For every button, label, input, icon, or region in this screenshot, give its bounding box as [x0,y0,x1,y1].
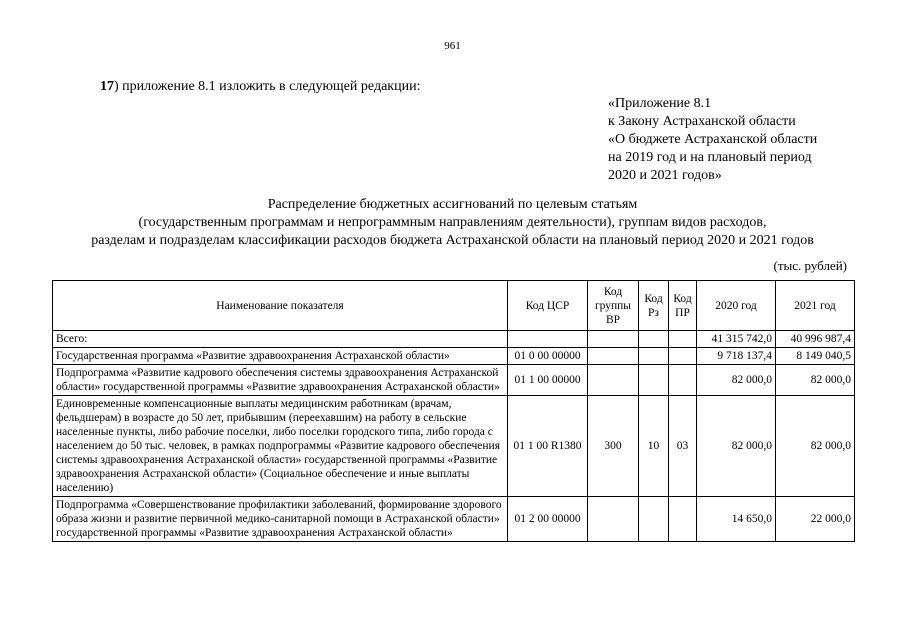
cell-y2021: 40 996 987,4 [776,331,855,348]
table-row [53,348,855,365]
header-vr: Код группы ВР [588,281,639,331]
table-header-row [53,281,855,331]
cell-vr: 300 [588,396,639,497]
cell-rz [639,348,669,365]
header-rz: Код Рз [639,281,669,331]
cell-y2020: 82 000,0 [697,396,776,497]
intro-item-number: 17 [100,79,114,94]
cell-vr [588,348,639,365]
cell-rz [639,331,669,348]
units-label: (тыс. рублей) [773,258,847,273]
cell-name: Всего: [53,331,508,348]
cell-rz [639,365,669,396]
table-row [53,365,855,396]
annex-line: к Закону Астраханской области [608,114,796,129]
table-row [53,331,855,348]
document-heading [0,196,905,250]
cell-y2021: 82 000,0 [776,365,855,396]
cell-name: Единовременные компенсационные выплаты медицинским работникам (врачам, фельдшерам) в возрасте до 50 лет, прибывшим (переехавшим) на работу в сельские населенные пункты, либо рабочие поселки, либо поселки городского типа, либо города с населением до 50 тыс. человек, в рамках подпрограммы «Развитие кадрового обеспечения системы здравоохранения Астраханской области» государственной программы «Развитие здравоохранения Астраханской области» (Социальное обеспечение и иные выплаты населению) [53,396,508,497]
cell-csr [508,331,588,348]
cell-y2020: 41 315 742,0 [697,331,776,348]
header-2020: 2020 год [697,281,776,331]
heading-line: (государственным программам и непрограммным направлениям деятельности), группам видов расходов, [138,215,767,230]
header-csr: Код ЦСР [508,281,588,331]
cell-pr: 03 [669,396,697,497]
budget-table [52,280,855,542]
cell-pr [669,348,697,365]
heading-line: разделам и подразделам классификации расходов бюджета Астраханской области на плановый период 2020 и 2021 годов [91,233,814,248]
intro-line [100,79,420,95]
cell-vr [588,331,639,348]
header-2021: 2021 год [776,281,855,331]
cell-csr: 01 0 00 00000 [508,348,588,365]
cell-y2021: 8 149 040,5 [776,348,855,365]
table-row [53,396,855,497]
cell-y2020: 82 000,0 [697,365,776,396]
cell-name: Государственная программа «Развитие здравоохранения Астраханской области» [53,348,508,365]
cell-csr: 01 2 00 00000 [508,497,588,542]
heading-line: Распределение бюджетных ассигнований по целевым статьям [267,197,638,212]
header-name: Наименование показателя [53,281,508,331]
cell-name: Подпрограмма «Совершенствование профилактики заболеваний, формирование здорового образа жизни и развитие первичной медико-санитарной помощи в Астраханской области» государственной программы «Развитие здравоохранения Астраханской области» [53,497,508,542]
cell-pr [669,331,697,348]
annex-line: 2020 и 2021 годов» [608,168,722,183]
cell-pr [669,365,697,396]
table-row [53,497,855,542]
page-number: 961 [444,40,461,52]
header-pr: Код ПР [669,281,697,331]
cell-name: Подпрограмма «Развитие кадрового обеспечения системы здравоохранения Астраханской области» государственной программы «Развитие здравоохранения Астраханской области» [53,365,508,396]
annex-line: «Приложение 8.1 [608,96,712,111]
cell-csr: 01 1 00 00000 [508,365,588,396]
cell-rz: 10 [639,396,669,497]
cell-vr [588,497,639,542]
annex-line: на 2019 год и на плановый период [608,150,812,165]
cell-pr [669,497,697,542]
cell-y2021: 82 000,0 [776,396,855,497]
cell-y2020: 9 718 137,4 [697,348,776,365]
cell-rz [639,497,669,542]
cell-vr [588,365,639,396]
intro-text: ) приложение 8.1 изложить в следующей редакции: [114,79,421,94]
cell-y2020: 14 650,0 [697,497,776,542]
cell-csr: 01 1 00 R1380 [508,396,588,497]
annex-reference [608,95,817,185]
cell-y2021: 22 000,0 [776,497,855,542]
annex-line: «О бюджете Астраханской области [608,132,818,147]
